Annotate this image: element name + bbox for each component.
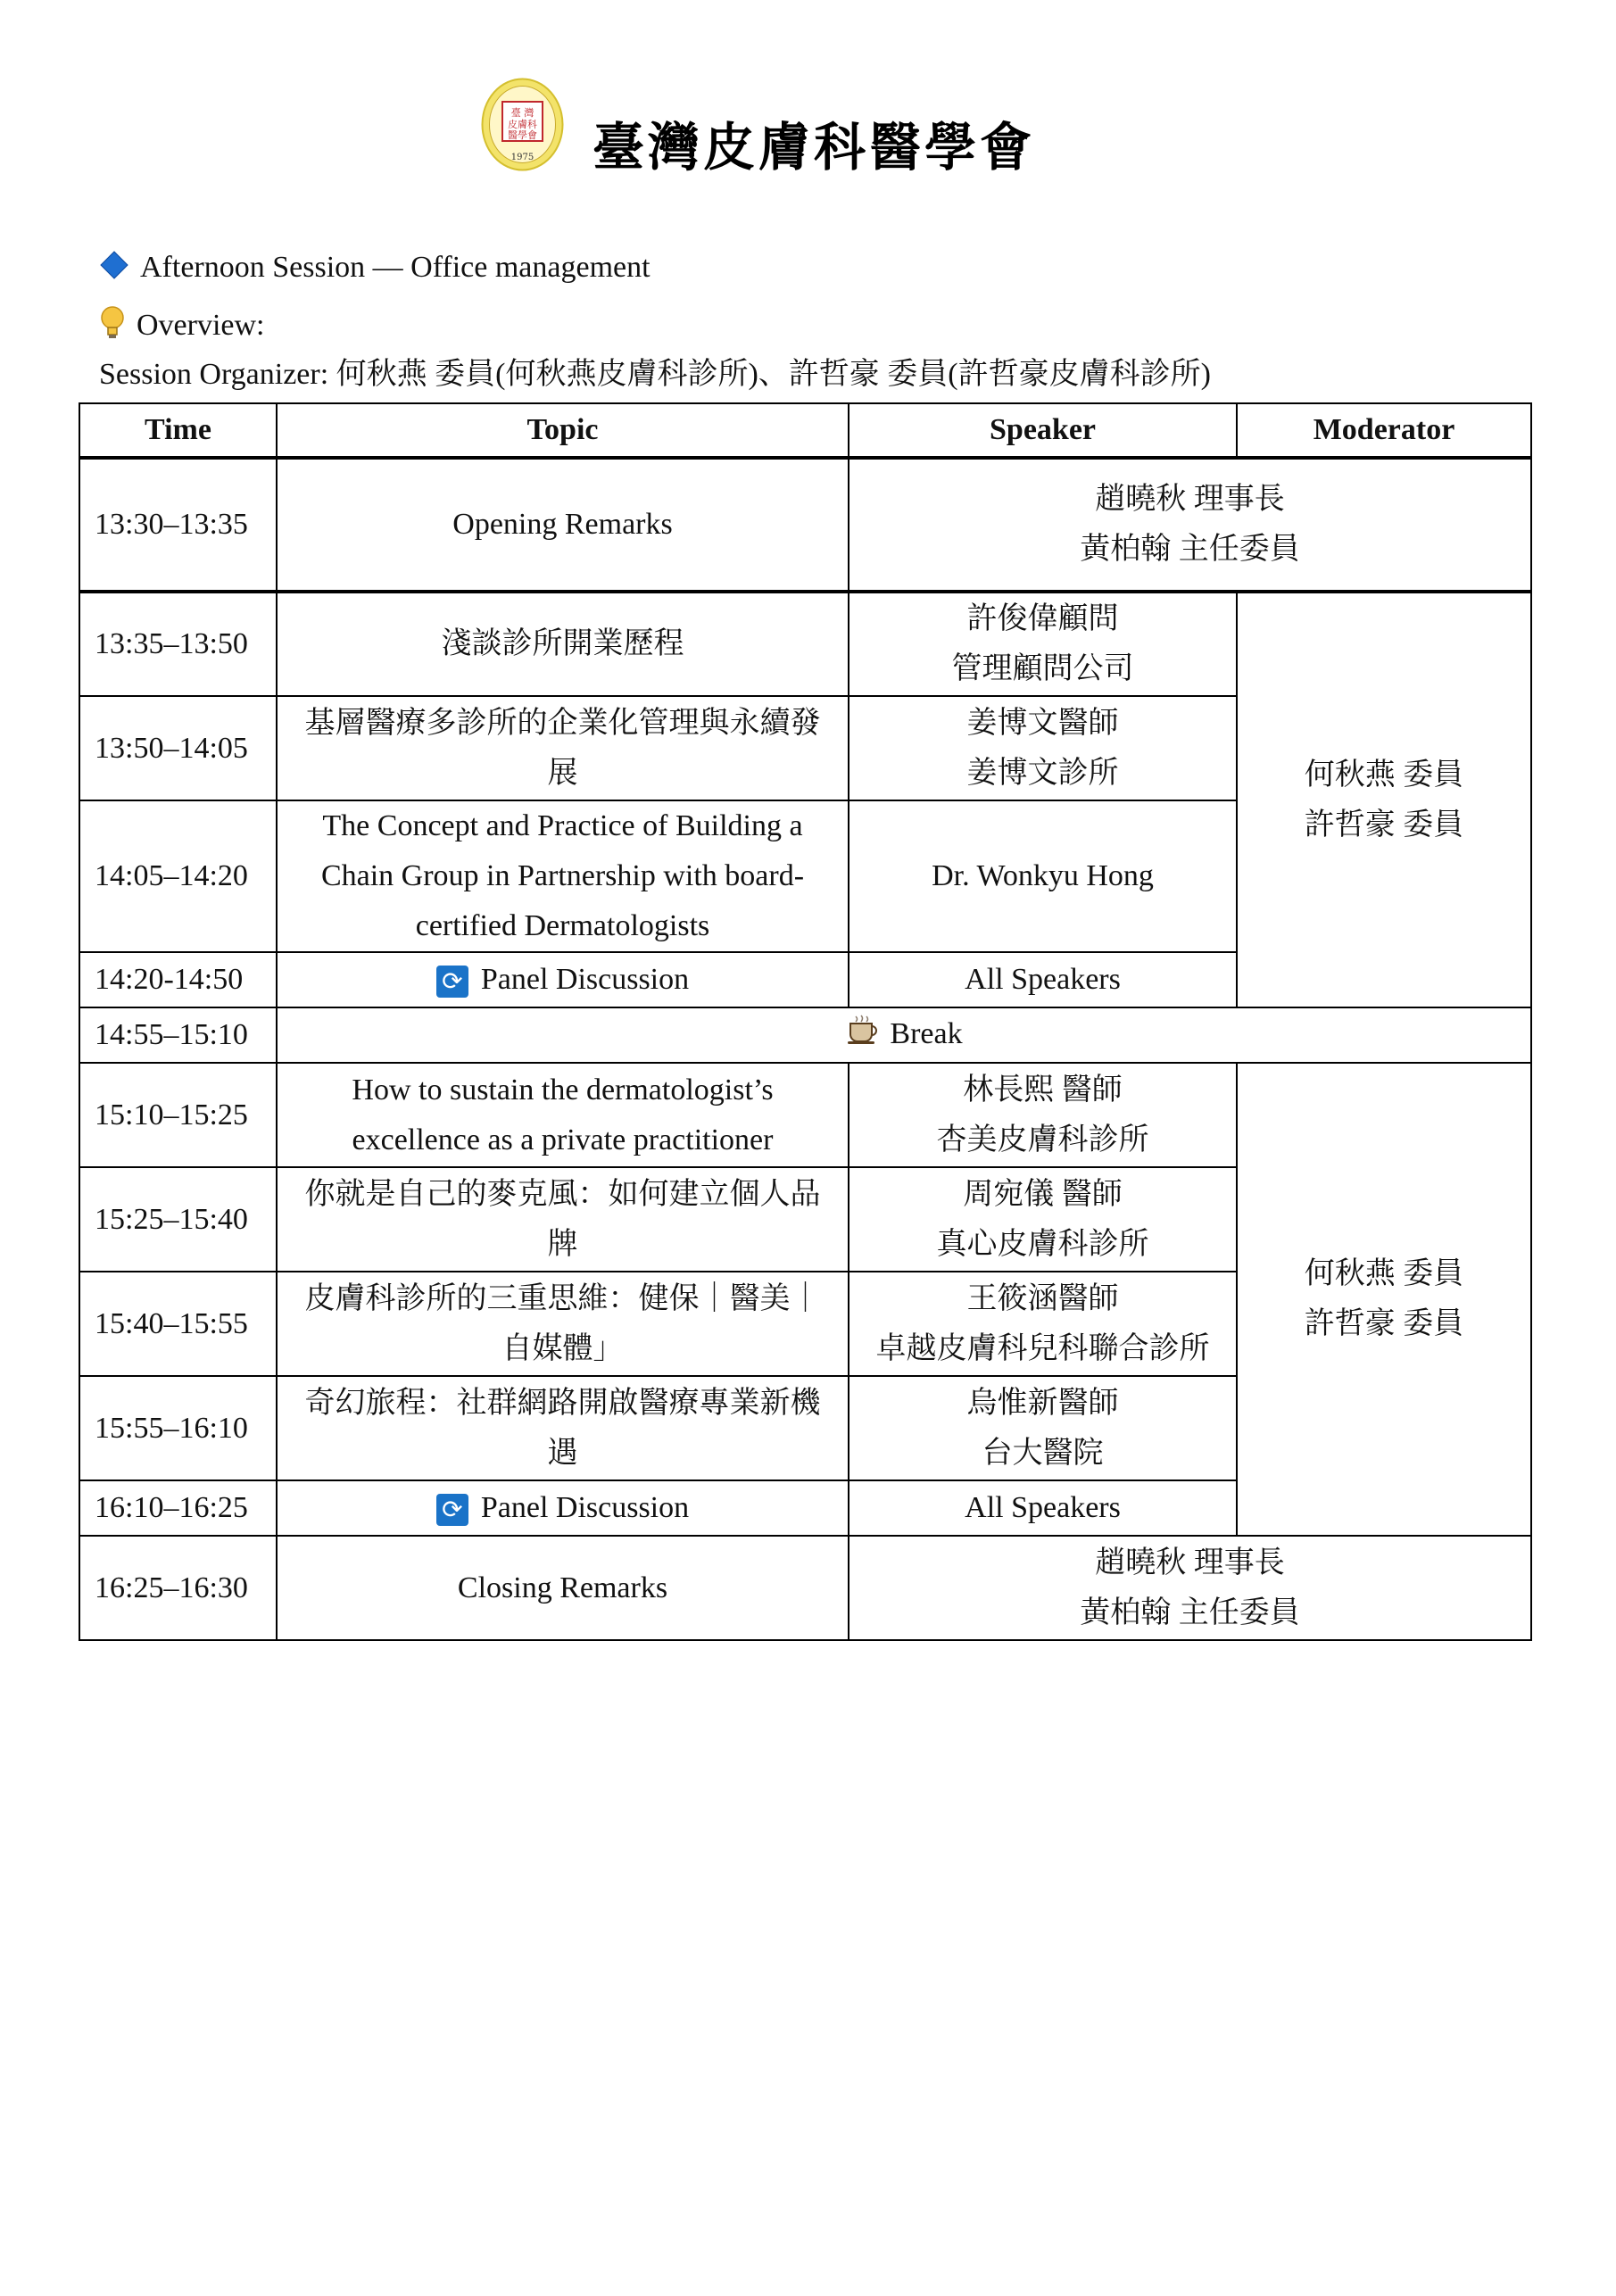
speaker-line: 烏惟新醫師: [966, 1386, 1119, 1420]
svg-text:醫學會: 醫學會: [508, 129, 537, 141]
topic-line: How to sustain the dermatologist’s: [352, 1073, 774, 1107]
header-moderator: Moderator: [1237, 403, 1531, 458]
speaker-line: 黃柏翰 主任委員: [1080, 1596, 1300, 1629]
speaker-line: All Speakers: [965, 963, 1121, 996]
speaker-line: 周宛儀 醫師: [963, 1177, 1123, 1211]
speaker-line: 趙曉秋 理事長: [1095, 1546, 1285, 1579]
moderator-cell: [1237, 592, 1531, 1007]
svg-text:1975: 1975: [510, 153, 535, 162]
speaker-cell: [849, 952, 1237, 1007]
moderator-cell: [1237, 1063, 1531, 1536]
header-time: Time: [79, 403, 277, 458]
topic-cell: [277, 592, 849, 696]
break-label: Break: [890, 1016, 963, 1050]
speaker-line: 台大醫院: [982, 1436, 1104, 1470]
topic-line: certified Dermatologists: [415, 909, 710, 942]
speaker-cell: [849, 1376, 1237, 1480]
association-logo: [480, 77, 565, 172]
topic-cell: [277, 1167, 849, 1272]
time-cell: 14:55–15:10: [79, 1007, 277, 1063]
speaker-line: 杏美皮膚科診所: [936, 1123, 1149, 1156]
speaker-cell: [849, 458, 1531, 592]
topic-line: 淺談診所開業歷程: [441, 627, 684, 660]
refresh-icon: ⟳: [436, 966, 468, 998]
topic-cell: [277, 458, 849, 592]
topic-line: 展: [547, 756, 578, 790]
table-row: [79, 458, 1531, 592]
moderator-line: 許哲豪 委員: [1304, 808, 1464, 841]
topic-cell: [277, 696, 849, 800]
overview-line: [99, 305, 265, 350]
refresh-icon: ⟳: [436, 1494, 468, 1526]
session-organizer: Session Organizer: 何秋燕 委員(何秋燕皮膚科診所)、許哲豪 委員(許哲豪皮膚科診所): [99, 358, 1211, 391]
topic-line: Panel Discussion: [480, 1491, 690, 1524]
topic-line: 奇幻旅程：社群網路開啟醫療專業新機: [304, 1386, 821, 1420]
topic-line: excellence as a private practitioner: [352, 1123, 774, 1156]
time-cell: 16:25–16:30: [79, 1536, 277, 1640]
time-cell: 15:10–15:25: [79, 1063, 277, 1167]
header-speaker: Speaker: [849, 403, 1237, 458]
speaker-line: Dr. Wonkyu Hong: [932, 859, 1154, 892]
organization-name: 臺灣皮膚科醫學會: [593, 117, 1036, 178]
speaker-cell: [849, 1480, 1237, 1536]
topic-line: 牌: [547, 1227, 578, 1261]
svg-text:臺 灣: 臺 灣: [510, 107, 535, 119]
topic-line: Panel Discussion: [480, 963, 690, 996]
topic-line: Closing Remarks: [457, 1571, 668, 1604]
speaker-line: 姜博文醫師: [966, 706, 1119, 740]
topic-line: Chain Group in Partnership with board-: [320, 859, 805, 892]
speaker-cell: [849, 1272, 1237, 1376]
overview-label: Overview:: [137, 308, 265, 342]
lightbulb-icon: [99, 305, 126, 350]
speaker-line: 趙曉秋 理事長: [1095, 483, 1285, 516]
time-cell: 13:35–13:50: [79, 592, 277, 696]
document-header: [0, 70, 1616, 186]
topic-cell: [277, 1376, 849, 1480]
topic-cell: [277, 800, 849, 952]
session-title-line: [99, 250, 651, 289]
topic-cell: [277, 1536, 849, 1640]
time-cell: 15:25–15:40: [79, 1167, 277, 1272]
time-cell: 13:50–14:05: [79, 696, 277, 800]
coffee-cup-icon: [845, 1011, 881, 1061]
speaker-line: 黃柏翰 主任委員: [1080, 533, 1300, 566]
svg-text:皮膚科: 皮膚科: [508, 119, 537, 130]
topic-line: 自媒體」: [501, 1331, 624, 1365]
speaker-line: 卓越皮膚科兒科聯合診所: [875, 1331, 1210, 1365]
time-cell: 14:20-14:50: [79, 952, 277, 1007]
topic-cell: [277, 1272, 849, 1376]
speaker-cell: [849, 1167, 1237, 1272]
topic-line: The Concept and Practice of Building a: [322, 809, 803, 842]
topic-cell: [277, 1480, 849, 1536]
speaker-line: 管理顧問公司: [951, 652, 1134, 685]
moderator-line: 許哲豪 委員: [1304, 1307, 1464, 1340]
moderator-line: 何秋燕 委員: [1304, 1257, 1464, 1290]
speaker-line: All Speakers: [965, 1491, 1121, 1524]
topic-line: Opening Remarks: [452, 508, 673, 541]
time-cell: 14:05–14:20: [79, 800, 277, 952]
topic-line: 皮膚科診所的三重思維：健保｜醫美｜: [304, 1281, 821, 1315]
table-row: [79, 592, 1531, 696]
schedule-table: [79, 402, 1532, 1641]
time-cell: 16:10–16:25: [79, 1480, 277, 1536]
blue-diamond-icon: [99, 250, 129, 289]
topic-cell: [277, 1063, 849, 1167]
topic-line: 遇: [547, 1436, 578, 1470]
speaker-line: 許俊偉顧問: [966, 602, 1119, 635]
session-title: Afternoon Session — Office management: [140, 251, 651, 284]
topic-line: 基層醫療多診所的企業化管理與永續發: [304, 706, 821, 740]
time-cell: 15:40–15:55: [79, 1272, 277, 1376]
speaker-cell: [849, 592, 1237, 696]
table-row: [79, 1536, 1531, 1640]
speaker-line: 真心皮膚科診所: [936, 1227, 1149, 1261]
time-cell: 15:55–16:10: [79, 1376, 277, 1480]
break-cell: [277, 1007, 1531, 1063]
topic-cell: [277, 952, 849, 1007]
table-row: [79, 1007, 1531, 1063]
table-row: [79, 1063, 1531, 1167]
moderator-line: 何秋燕 委員: [1304, 758, 1464, 792]
speaker-cell: [849, 696, 1237, 800]
speaker-line: 姜博文診所: [966, 756, 1119, 790]
topic-line: 你就是自己的麥克風：如何建立個人品: [304, 1177, 821, 1211]
table-header-row: [79, 403, 1531, 458]
speaker-cell: [849, 1536, 1531, 1640]
speaker-cell: [849, 1063, 1237, 1167]
time-cell: 13:30–13:35: [79, 458, 277, 592]
speaker-line: 林長熙 醫師: [963, 1073, 1123, 1107]
speaker-cell: [849, 800, 1237, 952]
header-topic: Topic: [277, 403, 849, 458]
speaker-line: 王筱涵醫師: [966, 1281, 1119, 1315]
